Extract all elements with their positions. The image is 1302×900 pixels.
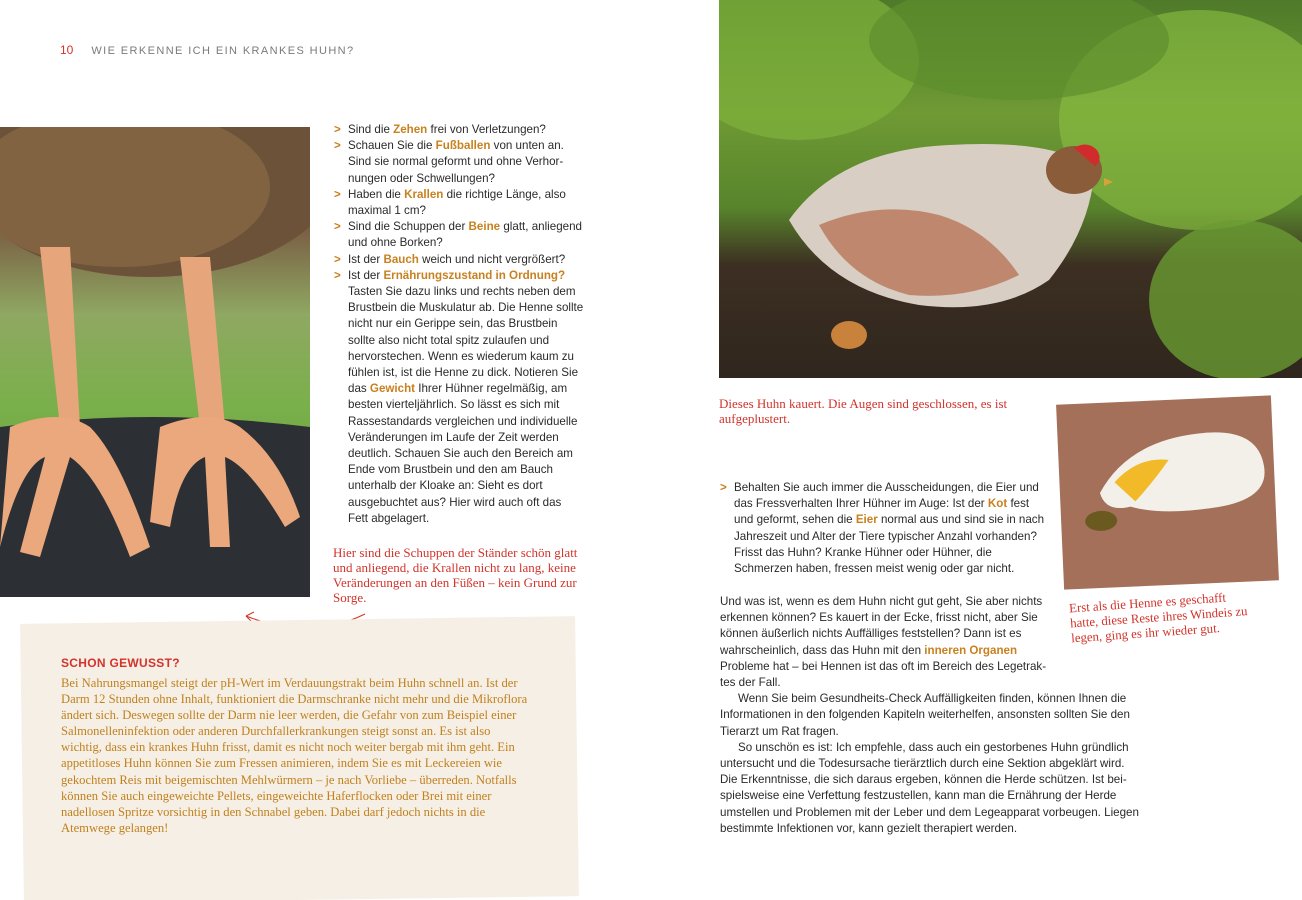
excretion-checklist: [720, 480, 1045, 577]
checklist-item: > Sind die Schuppen der Beine glatt, anliegend und ohne Borken?: [334, 219, 584, 251]
hen-photo-caption: Dieses Huhn kauert. Die Augen sind geschlossen, es ist aufgeplustert.: [719, 396, 1008, 426]
checklist-item: > Schauen Sie die Fußballen von unten an. Sind sie normal geformt und ohne Verhornungen oder Schwellungen?: [334, 138, 584, 187]
tip-title: SCHON GEWUSST?: [61, 656, 180, 670]
checklist-item: > Behalten Sie auch immer die Ausscheidungen, die Eier und das Fressverhalten Ihrer Hühner im Auge: Ist der Kot fest und geformt, sehen die Eier normal aus und sind sie in nach Jahreszeit und Alter der Tiere typischer Anzahl vorhanden? Frisst das Huhn? Kranke Hühner oder Hühner, die Schmerzen haben, fressen meist wenig oder gar nicht.: [720, 480, 1045, 577]
health-checklist: [334, 122, 584, 527]
body-text: [720, 594, 1145, 837]
egg-photo-caption: Erst als die Henne es geschafft hatte, diese Reste ihres Windeis zu legen, ging es ihr wieder gut.: [1068, 590, 1248, 646]
egg-remains-photo: [1056, 395, 1279, 589]
feet-photo-caption: Hier sind die Schuppen der Ständer schön glatt und anliegend, die Krallen nicht zu lang, keine Veränderungen an den Füßen – kein Grund zur Sorge.: [333, 545, 578, 605]
paragraph: Und was ist, wenn es dem Huhn nicht gut geht, Sie aber nichts erkennen können? Es kauert in der Ecke, frisst nicht, aber Sie können äußerlich nichts Auffälliges feststellen? Dann ist es wahrscheinlich, dass das Huhn mit den inneren Organen Probleme hat – bei Hennen ist das oft im Bereich des Legetraktes der Fall.: [720, 595, 1047, 690]
checklist-item: > Ist der Bauch weich und nicht vergrößert?: [334, 252, 584, 268]
crouching-hen-photo: [719, 0, 1302, 378]
hen-illustration: [719, 0, 1302, 378]
checklist-item: > Sind die Zehen frei von Verletzungen?: [334, 122, 584, 138]
egg-illustration: [1056, 395, 1279, 589]
running-header: [60, 43, 355, 57]
page-number: 10: [60, 43, 74, 57]
paragraph: Wenn Sie beim Gesundheits-Check Auffälligkeiten finden, können Ihnen die Informationen in den folgenden Kapiteln weiterhelfen, ansonsten sollten Sie den Tierarzt um Rat fragen.: [720, 692, 1130, 738]
checklist-item: > Ist der Ernährungszustand in Ordnung? Tasten Sie dazu links und rechts neben dem Brustbein die Muskulatur ab. Die Henne sollte nicht nur ein Gerippe sein, das Brustbein sollte also nicht total spitz zulaufen und hervorstechen. Wenn es wiederum kaum zu fühlen ist, ist die Henne zu dick. Notieren Sie das Gewicht Ihrer Hühner regelmäßig, am besten vierteljährlich. So lässt es sich mit Rassestandards vergleichen und individuelle Veränderungen im Laufe der Zeit werden deutlich. Schauen Sie auch den Bereich am Ende vom Brustbein und den am Bauch unterhalb der Kloake an: Sieht es dort ausgebuchtet aus? Hier wird auch oft das Fett abgelagert.: [334, 268, 584, 527]
chicken-feet-photo: [0, 127, 310, 597]
running-title: WIE ERKENNE ICH EIN KRANKES HUHN?: [91, 45, 355, 57]
chicken-feet-illustration: [0, 127, 310, 597]
tip-text: Bei Nahrungsmangel steigt der pH-Wert im Verdauungstrakt beim Huhn schnell an. Ist der Darm 12 Stunden ohne Inhalt, funktioniert die Darmschranke nicht mehr und die Mikroflora ändert sich. Deswegen sollte der Darm nie leer werden, die Gefahr von zum Beispiel einer Salmonelleninfektion oder anderen Durchfallerkrankungen steigt sonst an. Es ist also wichtig, dass ein krankes Huhn frisst, damit es nicht noch weiter bergab mit ihm geht. Ein appetitloses Huhn können Sie zum Fressen animieren, indem Sie es mit Leckereien wie gekochtem Reis mit beigemischten Mehlwürmern – je nach Vorliebe – überreden. Notfalls können Sie auch eingeweichte Pellets, eingeweichte Haferflocken oder Brei mit einer nadellosen Spritze vorsichtig in den Schnabel geben. Dabei darf jedoch nichts in die Atemwege gelangen!: [61, 676, 528, 835]
checklist-item: > Haben die Krallen die richtige Länge, also maximal 1 cm?: [334, 187, 584, 219]
paragraph: So unschön es ist: Ich empfehle, dass auch ein gestorbenes Huhn gründlich untersucht und die Todesursache tierärztlich durch eine Sektion abgeklärt wird. Die Erkenntnisse, die sich daraus ergeben, können die Herde schützen. Ist beispielsweise eine Verfettung festzustellen, kann man die Ernährung der Herde umstellen und Problemen mit der Leber und dem Legeapparat vorbeugen. Liegen bestimmte Infektionen vor, kann gezielt therapiert werden.: [720, 740, 1139, 835]
